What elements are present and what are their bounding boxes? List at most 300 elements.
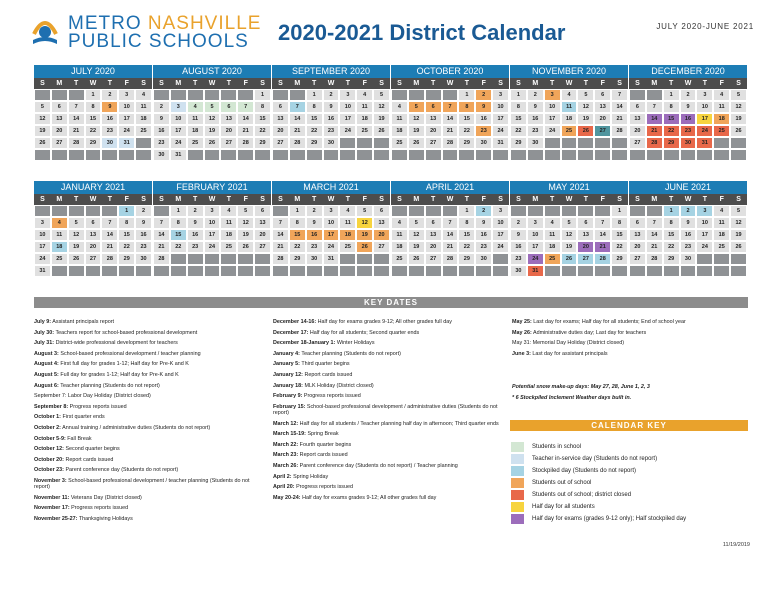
weekday-label: T bbox=[583, 196, 588, 203]
key-date-description: Parent conference day (Students do not report) / Teacher planning bbox=[298, 463, 458, 470]
day-cell: 23 bbox=[680, 241, 697, 253]
empty-cell bbox=[629, 265, 646, 277]
day-cell: 16 bbox=[527, 113, 544, 125]
key-date-description: Progress reports issued bbox=[68, 403, 127, 410]
day-grid bbox=[34, 205, 152, 277]
day-cell: 14 bbox=[153, 229, 170, 241]
day-grid bbox=[510, 89, 628, 161]
key-date-entry bbox=[34, 495, 262, 501]
weekday-label: M bbox=[56, 196, 63, 203]
empty-cell bbox=[425, 149, 442, 161]
day-cell: 24 bbox=[696, 125, 713, 137]
day-cell: 28 bbox=[237, 137, 254, 149]
key-date-description: Report cards issued bbox=[298, 452, 348, 459]
month-title: JULY 2020 bbox=[34, 65, 152, 78]
day-cell: 25 bbox=[356, 125, 373, 137]
key-date-entry bbox=[273, 372, 505, 378]
day-cell: 18 bbox=[135, 113, 152, 125]
empty-cell bbox=[577, 205, 594, 217]
empty-cell bbox=[510, 205, 527, 217]
month-title: FEBRUARY 2021 bbox=[153, 181, 271, 194]
weekday-label: S bbox=[498, 196, 503, 203]
key-label: Half day for exams (grades 9-12 only); Half stockpiled day bbox=[532, 516, 687, 522]
day-cell: 24 bbox=[204, 241, 221, 253]
weekday-label: T bbox=[464, 80, 469, 87]
key-date-entry bbox=[273, 404, 505, 417]
day-cell: 15 bbox=[663, 113, 680, 125]
day-cell: 2 bbox=[101, 89, 118, 101]
day-cell: 6 bbox=[425, 101, 442, 113]
empty-cell bbox=[339, 137, 356, 149]
key-date-description: Teacher planning (Students do not report) bbox=[58, 382, 160, 389]
day-cell: 19 bbox=[204, 125, 221, 137]
day-cell: 14 bbox=[646, 229, 663, 241]
key-date-description: School-based professional development / teacher planning bbox=[58, 350, 201, 357]
empty-cell bbox=[204, 253, 221, 265]
weekday-label: S bbox=[617, 196, 622, 203]
weekday-label: W bbox=[446, 80, 454, 87]
month-title: AUGUST 2020 bbox=[153, 65, 271, 78]
day-cell: 18 bbox=[391, 125, 408, 137]
weekday-label: T bbox=[73, 196, 79, 203]
day-cell: 20 bbox=[220, 125, 237, 137]
stockpile-note: * 6 Stockpiled Inclement Weather days built in. bbox=[512, 395, 632, 401]
key-date-description: Full day for grades 1-12; Half day for Pre-K and K bbox=[58, 371, 179, 378]
day-cell: 24 bbox=[492, 241, 509, 253]
empty-cell bbox=[544, 137, 561, 149]
day-cell: 20 bbox=[85, 241, 102, 253]
day-cell: 21 bbox=[442, 125, 459, 137]
weekday-label: S bbox=[40, 80, 45, 87]
day-cell: 13 bbox=[629, 113, 646, 125]
day-cell: 1 bbox=[306, 89, 323, 101]
day-cell: 10 bbox=[696, 217, 713, 229]
day-cell: 22 bbox=[458, 241, 475, 253]
day-cell: 20 bbox=[272, 125, 289, 137]
weekday-label: F bbox=[719, 80, 724, 87]
empty-cell bbox=[391, 265, 408, 277]
empty-cell bbox=[170, 253, 187, 265]
key-dates-column-3 bbox=[512, 319, 748, 361]
key-date-label: May 26: bbox=[512, 329, 532, 336]
weekday-label: F bbox=[124, 80, 129, 87]
day-cell: 5 bbox=[730, 205, 747, 217]
day-cell: 12 bbox=[730, 217, 747, 229]
day-cell: 15 bbox=[458, 229, 475, 241]
day-cell: 26 bbox=[34, 137, 51, 149]
empty-cell bbox=[408, 89, 425, 101]
weekday-label: T bbox=[107, 80, 112, 87]
key-date-description: Annual training / administrative duties (Students do not report) bbox=[60, 424, 211, 431]
day-cell: 5 bbox=[408, 101, 425, 113]
day-cell: 25 bbox=[544, 253, 561, 265]
key-date-entry bbox=[34, 425, 262, 431]
day-cell: 6 bbox=[373, 205, 390, 217]
empty-cell bbox=[187, 149, 204, 161]
calendar-key-header: CALENDAR KEY bbox=[510, 420, 748, 431]
key-date-description: Last day for assistant principals bbox=[530, 350, 608, 357]
key-date-entry bbox=[34, 361, 262, 367]
weekday-header bbox=[153, 78, 271, 89]
day-cell: 28 bbox=[594, 253, 611, 265]
key-date-label: October 2: bbox=[34, 424, 61, 431]
key-date-description: Half day for exams grades 9-12; All other grades full day bbox=[316, 319, 452, 325]
day-cell: 7 bbox=[272, 217, 289, 229]
day-cell: 30 bbox=[475, 137, 492, 149]
empty-cell bbox=[339, 253, 356, 265]
day-cell: 23 bbox=[475, 125, 492, 137]
empty-cell bbox=[527, 149, 544, 161]
day-cell: 19 bbox=[408, 241, 425, 253]
day-cell: 26 bbox=[577, 125, 594, 137]
month-title: SEPTEMBER 2020 bbox=[272, 65, 390, 78]
weekday-header bbox=[510, 78, 628, 89]
weekday-label: S bbox=[260, 196, 265, 203]
day-cell: 22 bbox=[611, 241, 628, 253]
day-cell: 9 bbox=[527, 101, 544, 113]
empty-cell bbox=[373, 253, 390, 265]
day-grid bbox=[391, 89, 509, 161]
day-grid bbox=[629, 205, 747, 277]
day-cell: 21 bbox=[101, 241, 118, 253]
day-cell: 23 bbox=[510, 253, 527, 265]
day-cell: 12 bbox=[730, 101, 747, 113]
empty-cell bbox=[408, 205, 425, 217]
day-cell: 16 bbox=[153, 125, 170, 137]
day-cell: 24 bbox=[118, 125, 135, 137]
day-cell: 8 bbox=[663, 217, 680, 229]
weekday-label: T bbox=[192, 80, 198, 87]
weekday-label: T bbox=[549, 196, 555, 203]
day-cell: 29 bbox=[458, 253, 475, 265]
weekday-header bbox=[34, 78, 152, 89]
weekday-label: S bbox=[635, 196, 640, 203]
day-cell: 17 bbox=[527, 241, 544, 253]
key-date-entry bbox=[273, 383, 505, 389]
weekday-label: T bbox=[668, 196, 674, 203]
logo-text-line1: METRO NASHVILLE bbox=[68, 13, 262, 34]
key-date-description: Third quarter begins bbox=[299, 361, 350, 368]
day-cell: 1 bbox=[85, 89, 102, 101]
day-cell: 9 bbox=[323, 101, 340, 113]
day-cell: 15 bbox=[118, 229, 135, 241]
day-cell: 11 bbox=[391, 229, 408, 241]
key-date-description: District-wide professional development for teachers bbox=[54, 340, 178, 347]
empty-cell bbox=[425, 265, 442, 277]
day-cell: 11 bbox=[713, 217, 730, 229]
day-cell: 28 bbox=[646, 137, 663, 149]
month-title: NOVEMBER 2020 bbox=[510, 65, 628, 78]
day-cell: 26 bbox=[408, 137, 425, 149]
key-date-entry bbox=[34, 436, 262, 442]
empty-cell bbox=[135, 265, 152, 277]
key-date-label: January 4: bbox=[273, 350, 300, 357]
makeup-notes bbox=[512, 384, 748, 406]
day-cell: 25 bbox=[135, 125, 152, 137]
key-date-entry bbox=[273, 319, 505, 325]
empty-cell bbox=[561, 137, 578, 149]
day-cell: 9 bbox=[475, 217, 492, 229]
day-cell: 24 bbox=[339, 125, 356, 137]
key-date-label: May 25: bbox=[512, 319, 532, 325]
empty-cell bbox=[577, 265, 594, 277]
day-cell: 14 bbox=[101, 229, 118, 241]
weekday-label: W bbox=[446, 196, 454, 203]
key-date-label: October 23: bbox=[34, 467, 64, 474]
empty-cell bbox=[680, 265, 697, 277]
day-grid bbox=[629, 89, 747, 161]
day-cell: 22 bbox=[458, 125, 475, 137]
empty-cell bbox=[85, 149, 102, 161]
weekday-label: T bbox=[549, 80, 555, 87]
day-cell: 13 bbox=[629, 229, 646, 241]
day-cell: 1 bbox=[254, 89, 271, 101]
empty-cell bbox=[391, 149, 408, 161]
day-cell: 16 bbox=[680, 113, 697, 125]
day-cell: 27 bbox=[577, 253, 594, 265]
key-date-description: Report cards issued bbox=[302, 371, 353, 378]
day-cell: 28 bbox=[68, 137, 85, 149]
day-cell: 26 bbox=[730, 125, 747, 137]
day-cell: 4 bbox=[391, 101, 408, 113]
day-cell: 10 bbox=[323, 217, 340, 229]
key-date-label: April 2: bbox=[273, 473, 292, 480]
day-cell: 21 bbox=[646, 241, 663, 253]
empty-cell bbox=[153, 265, 170, 277]
month-calendar bbox=[34, 181, 152, 277]
key-date-description: Report cards issued bbox=[63, 456, 114, 463]
empty-cell bbox=[544, 265, 561, 277]
day-cell: 4 bbox=[561, 89, 578, 101]
day-cell: 12 bbox=[577, 101, 594, 113]
day-cell: 7 bbox=[289, 101, 306, 113]
day-cell: 6 bbox=[272, 101, 289, 113]
day-cell: 18 bbox=[544, 241, 561, 253]
weekday-label: S bbox=[141, 196, 146, 203]
empty-cell bbox=[101, 205, 118, 217]
day-cell: 29 bbox=[510, 137, 527, 149]
empty-cell bbox=[220, 253, 237, 265]
day-cell: 3 bbox=[339, 89, 356, 101]
day-cell: 2 bbox=[135, 205, 152, 217]
weekday-label: S bbox=[736, 196, 741, 203]
key-date-entry bbox=[34, 383, 262, 389]
key-date-entry bbox=[34, 414, 262, 420]
day-cell: 28 bbox=[442, 137, 459, 149]
day-cell: 7 bbox=[153, 217, 170, 229]
day-cell: 12 bbox=[204, 113, 221, 125]
day-cell: 24 bbox=[544, 125, 561, 137]
key-date-label: September 8: bbox=[34, 403, 69, 410]
key-date-label: March 26: bbox=[273, 463, 299, 470]
day-cell: 12 bbox=[561, 229, 578, 241]
empty-cell bbox=[68, 265, 85, 277]
day-cell: 20 bbox=[629, 125, 646, 137]
weekday-label: F bbox=[481, 80, 486, 87]
day-cell: 2 bbox=[153, 101, 170, 113]
key-date-label: March 12: bbox=[273, 420, 299, 427]
day-cell: 26 bbox=[561, 253, 578, 265]
day-cell: 4 bbox=[220, 205, 237, 217]
empty-cell bbox=[713, 265, 730, 277]
day-cell: 31 bbox=[118, 137, 135, 149]
key-date-entry bbox=[34, 340, 262, 346]
day-cell: 12 bbox=[356, 217, 373, 229]
key-date-description: Administrative duties day; Last day for teachers bbox=[531, 329, 647, 336]
calendar-key bbox=[510, 441, 748, 525]
day-cell: 5 bbox=[34, 101, 51, 113]
key-date-entry bbox=[512, 319, 748, 325]
weekday-label: M bbox=[532, 80, 539, 87]
day-cell: 10 bbox=[34, 229, 51, 241]
month-title: OCTOBER 2020 bbox=[391, 65, 509, 78]
day-cell: 29 bbox=[289, 253, 306, 265]
date-range-label: JULY 2020-JUNE 2021 bbox=[656, 22, 754, 31]
key-date-description: Last day for exams; Half day for all students; End of school year bbox=[531, 319, 686, 325]
day-cell: 19 bbox=[237, 229, 254, 241]
day-cell: 1 bbox=[118, 205, 135, 217]
day-cell: 2 bbox=[510, 217, 527, 229]
day-cell: 14 bbox=[442, 113, 459, 125]
day-cell: 2 bbox=[323, 89, 340, 101]
day-grid bbox=[272, 205, 390, 277]
day-cell: 3 bbox=[204, 205, 221, 217]
day-cell: 13 bbox=[51, 113, 68, 125]
day-cell: 16 bbox=[510, 241, 527, 253]
day-cell: 23 bbox=[306, 241, 323, 253]
empty-cell bbox=[356, 265, 373, 277]
empty-cell bbox=[594, 265, 611, 277]
day-cell: 3 bbox=[696, 205, 713, 217]
key-date-description: Winter Holidays bbox=[335, 340, 375, 347]
day-cell: 21 bbox=[442, 241, 459, 253]
day-cell: 30 bbox=[153, 149, 170, 161]
day-cell: 5 bbox=[561, 217, 578, 229]
weekday-label: T bbox=[226, 196, 231, 203]
day-cell: 5 bbox=[68, 217, 85, 229]
weekday-label: M bbox=[651, 196, 658, 203]
key-date-label: December 18-January 1: bbox=[273, 340, 336, 347]
day-cell: 3 bbox=[170, 101, 187, 113]
day-cell: 16 bbox=[306, 229, 323, 241]
day-cell: 4 bbox=[544, 217, 561, 229]
day-grid bbox=[510, 205, 628, 277]
weekday-label: W bbox=[89, 196, 97, 203]
weekday-label: M bbox=[294, 80, 301, 87]
day-cell: 6 bbox=[577, 217, 594, 229]
day-cell: 6 bbox=[51, 101, 68, 113]
key-date-label: January 5: bbox=[273, 361, 300, 368]
empty-cell bbox=[492, 253, 509, 265]
weekday-label: T bbox=[73, 80, 79, 87]
day-cell: 22 bbox=[663, 125, 680, 137]
day-cell: 14 bbox=[272, 229, 289, 241]
empty-cell bbox=[153, 89, 170, 101]
month-calendar bbox=[391, 181, 509, 277]
day-cell: 31 bbox=[527, 265, 544, 277]
day-cell: 30 bbox=[135, 253, 152, 265]
key-row bbox=[510, 489, 748, 501]
day-cell: 7 bbox=[68, 101, 85, 113]
day-cell: 28 bbox=[611, 125, 628, 137]
day-cell: 15 bbox=[85, 113, 102, 125]
day-cell: 4 bbox=[187, 101, 204, 113]
day-cell: 16 bbox=[187, 229, 204, 241]
key-date-entry bbox=[273, 393, 505, 399]
month-title: MARCH 2021 bbox=[272, 181, 390, 194]
empty-cell bbox=[561, 149, 578, 161]
key-label: Stockpiled day (Students do not report) bbox=[532, 468, 637, 474]
empty-cell bbox=[237, 253, 254, 265]
key-row bbox=[510, 501, 748, 513]
key-row bbox=[510, 453, 748, 465]
key-label: Students out of school bbox=[532, 480, 592, 486]
key-row bbox=[510, 465, 748, 477]
day-cell: 27 bbox=[629, 253, 646, 265]
key-date-label: November 17: bbox=[34, 505, 70, 512]
day-cell: 17 bbox=[34, 241, 51, 253]
day-cell: 22 bbox=[85, 125, 102, 137]
empty-cell bbox=[442, 89, 459, 101]
weekday-header bbox=[391, 194, 509, 205]
empty-cell bbox=[85, 265, 102, 277]
weekday-label: F bbox=[243, 80, 248, 87]
day-cell: 24 bbox=[170, 137, 187, 149]
weekday-label: M bbox=[413, 80, 420, 87]
day-cell: 20 bbox=[373, 229, 390, 241]
empty-cell bbox=[135, 149, 152, 161]
day-cell: 21 bbox=[646, 125, 663, 137]
day-cell: 19 bbox=[730, 229, 747, 241]
month-title: APRIL 2021 bbox=[391, 181, 509, 194]
key-date-description: Teacher planning (Students do not report) bbox=[299, 350, 401, 357]
day-cell: 16 bbox=[680, 229, 697, 241]
month-calendar bbox=[391, 65, 509, 161]
day-cell: 4 bbox=[713, 205, 730, 217]
key-date-entry bbox=[273, 474, 505, 480]
day-cell: 27 bbox=[425, 253, 442, 265]
month-title: DECEMBER 2020 bbox=[629, 65, 747, 78]
day-cell: 4 bbox=[391, 217, 408, 229]
day-cell: 6 bbox=[629, 217, 646, 229]
day-cell: 27 bbox=[254, 241, 271, 253]
day-cell: 23 bbox=[101, 125, 118, 137]
day-cell: 1 bbox=[510, 89, 527, 101]
day-cell: 6 bbox=[629, 101, 646, 113]
empty-cell bbox=[730, 137, 747, 149]
key-date-description: Progress reports issued bbox=[294, 484, 354, 491]
day-cell: 17 bbox=[492, 113, 509, 125]
empty-cell bbox=[289, 149, 306, 161]
day-cell: 19 bbox=[577, 113, 594, 125]
day-cell: 8 bbox=[611, 217, 628, 229]
day-cell: 26 bbox=[237, 241, 254, 253]
empty-cell bbox=[306, 149, 323, 161]
day-cell: 11 bbox=[187, 113, 204, 125]
key-date-description: School-based professional development / teacher planning (Students do not report) bbox=[34, 477, 250, 491]
weekday-label: M bbox=[294, 196, 301, 203]
day-cell: 15 bbox=[170, 229, 187, 241]
day-cell: 28 bbox=[101, 253, 118, 265]
weekday-label: T bbox=[345, 80, 350, 87]
empty-cell bbox=[34, 149, 51, 161]
key-date-entry bbox=[273, 421, 505, 427]
empty-cell bbox=[713, 253, 730, 265]
key-date-entry bbox=[273, 340, 505, 346]
empty-cell bbox=[254, 149, 271, 161]
key-date-label: October 1: bbox=[34, 414, 61, 421]
day-cell: 12 bbox=[34, 113, 51, 125]
